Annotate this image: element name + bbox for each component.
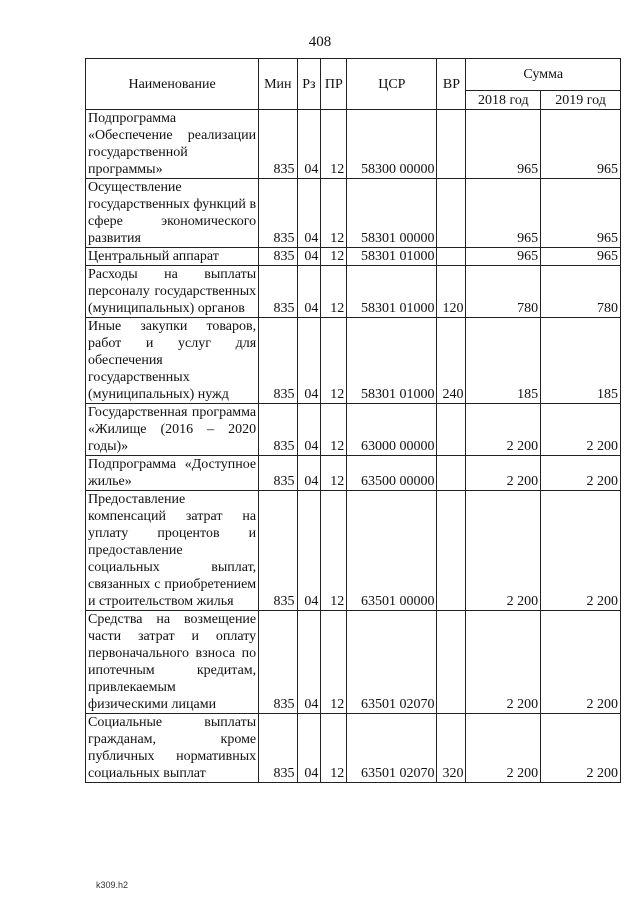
header-year-2019: 2019 год — [541, 91, 621, 110]
cell-sum-2019: 965 — [541, 110, 621, 179]
cell-name: Социальные выплаты гражданам, кроме публичных нормативных социальных выплат — [86, 714, 259, 783]
cell-vr — [437, 404, 466, 456]
cell-pr: 12 — [321, 110, 347, 179]
cell-name: Иные закупки товаров, работ и услуг для обеспечения государственных (муниципальных) нужд — [86, 318, 259, 404]
header-name: Наименование — [86, 59, 259, 110]
table-body — [86, 110, 621, 783]
cell-name: Расходы на выплаты персоналу государственных (муниципальных) органов — [86, 266, 259, 318]
cell-name: Государственная программа «Жилище (2016 – 2020 годы)» — [86, 404, 259, 456]
cell-csr: 58301 01000 — [347, 318, 437, 404]
cell-pr: 12 — [321, 266, 347, 318]
cell-name: Центральный аппарат — [86, 248, 259, 266]
cell-rz: 04 — [297, 404, 321, 456]
cell-pr: 12 — [321, 714, 347, 783]
cell-pr: 12 — [321, 179, 347, 248]
cell-name: Средства на возмещение части затрат и оплату первоначального взноса по ипотечным кредитам, привлекаемым физическими лицами — [86, 611, 259, 714]
table-row — [86, 404, 621, 456]
cell-pr: 12 — [321, 491, 347, 611]
cell-sum-2018: 2 200 — [466, 611, 541, 714]
cell-pr: 12 — [321, 404, 347, 456]
cell-sum-2019: 2 200 — [541, 611, 621, 714]
cell-rz: 04 — [297, 179, 321, 248]
cell-sum-2019: 2 200 — [541, 456, 621, 491]
cell-rz: 04 — [297, 266, 321, 318]
cell-sum-2019: 965 — [541, 248, 621, 266]
table-row — [86, 179, 621, 248]
cell-min: 835 — [259, 456, 297, 491]
cell-min: 835 — [259, 491, 297, 611]
cell-sum-2018: 2 200 — [466, 714, 541, 783]
cell-min: 835 — [259, 248, 297, 266]
cell-vr: 240 — [437, 318, 466, 404]
cell-sum-2019: 2 200 — [541, 491, 621, 611]
cell-rz: 04 — [297, 110, 321, 179]
cell-name: Предоставление компенсаций затрат на уплату процентов и предоставление социальных выплат, связанных с приобретением и строительством жилья — [86, 491, 259, 611]
cell-rz: 04 — [297, 456, 321, 491]
table-header — [86, 59, 621, 110]
cell-vr — [437, 110, 466, 179]
cell-vr — [437, 179, 466, 248]
budget-table — [85, 58, 621, 783]
cell-sum-2019: 780 — [541, 266, 621, 318]
cell-sum-2018: 965 — [466, 110, 541, 179]
cell-rz: 04 — [297, 248, 321, 266]
cell-sum-2018: 780 — [466, 266, 541, 318]
cell-min: 835 — [259, 404, 297, 456]
cell-vr: 320 — [437, 714, 466, 783]
header-rz: Рз — [297, 59, 321, 110]
cell-pr: 12 — [321, 456, 347, 491]
cell-rz: 04 — [297, 491, 321, 611]
header-vr: ВР — [437, 59, 466, 110]
header-year-2018: 2018 год — [466, 91, 541, 110]
table-row — [86, 318, 621, 404]
cell-rz: 04 — [297, 611, 321, 714]
table-row — [86, 714, 621, 783]
table-row — [86, 266, 621, 318]
cell-vr — [437, 611, 466, 714]
cell-csr: 58301 01000 — [347, 266, 437, 318]
cell-csr: 63501 00000 — [347, 491, 437, 611]
cell-sum-2019: 2 200 — [541, 404, 621, 456]
cell-min: 835 — [259, 611, 297, 714]
cell-rz: 04 — [297, 318, 321, 404]
cell-sum-2018: 2 200 — [466, 456, 541, 491]
cell-csr: 58301 00000 — [347, 179, 437, 248]
cell-sum-2018: 2 200 — [466, 491, 541, 611]
cell-rz: 04 — [297, 714, 321, 783]
cell-sum-2018: 2 200 — [466, 404, 541, 456]
cell-sum-2019: 2 200 — [541, 714, 621, 783]
cell-min: 835 — [259, 110, 297, 179]
footer-code: k309.h2 — [96, 880, 129, 890]
page-number: 408 — [308, 34, 332, 50]
cell-name: Подпрограмма «Доступное жилье» — [86, 456, 259, 491]
cell-name: Осуществление государственных функций в сфере экономического развития — [86, 179, 259, 248]
cell-csr: 63501 02070 — [347, 611, 437, 714]
header-sum: Сумма — [466, 59, 621, 91]
cell-csr: 58300 00000 — [347, 110, 437, 179]
cell-csr: 63000 00000 — [347, 404, 437, 456]
cell-min: 835 — [259, 714, 297, 783]
cell-vr — [437, 491, 466, 611]
cell-min: 835 — [259, 179, 297, 248]
cell-pr: 12 — [321, 248, 347, 266]
cell-csr: 63500 00000 — [347, 456, 437, 491]
cell-name: Подпрограмма «Обеспечение реализации государственной программы» — [86, 110, 259, 179]
header-pr: ПР — [321, 59, 347, 110]
cell-min: 835 — [259, 266, 297, 318]
cell-min: 835 — [259, 318, 297, 404]
table-row — [86, 456, 621, 491]
cell-sum-2018: 965 — [466, 248, 541, 266]
cell-csr: 63501 02070 — [347, 714, 437, 783]
cell-sum-2019: 965 — [541, 179, 621, 248]
cell-pr: 12 — [321, 318, 347, 404]
table-row — [86, 491, 621, 611]
table-row — [86, 611, 621, 714]
cell-pr: 12 — [321, 611, 347, 714]
cell-sum-2018: 965 — [466, 179, 541, 248]
cell-vr — [437, 248, 466, 266]
table-row — [86, 248, 621, 266]
header-min: Мин — [259, 59, 297, 110]
cell-sum-2019: 185 — [541, 318, 621, 404]
cell-vr — [437, 456, 466, 491]
cell-sum-2018: 185 — [466, 318, 541, 404]
table-row — [86, 110, 621, 179]
cell-vr: 120 — [437, 266, 466, 318]
cell-csr: 58301 01000 — [347, 248, 437, 266]
header-csr: ЦСР — [347, 59, 437, 110]
